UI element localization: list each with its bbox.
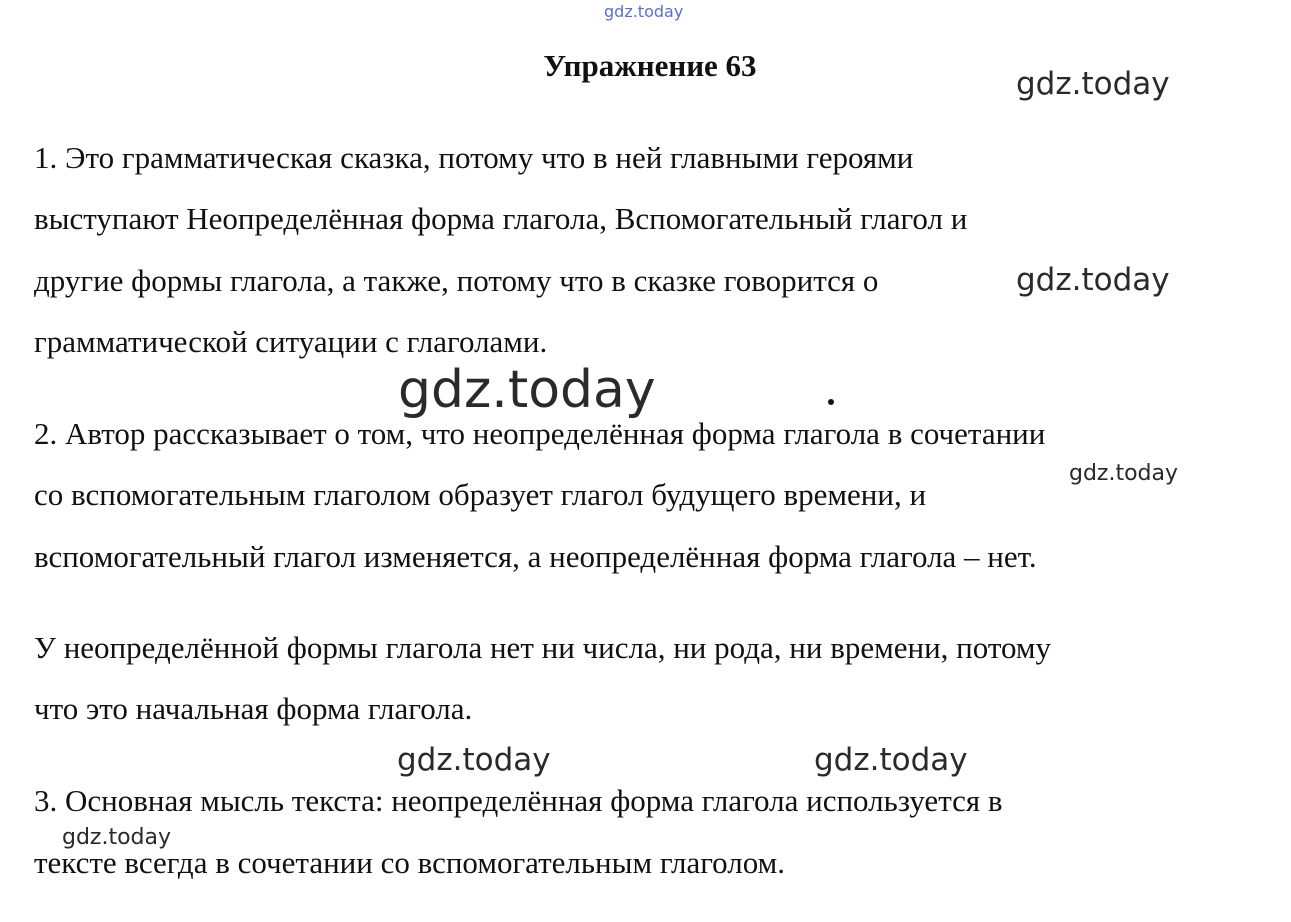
page-title: Упражнение 63 — [543, 48, 757, 83]
watermark-large: gdz.today — [398, 360, 656, 420]
paragraph-3-line-2: что это начальная форма глагола. — [34, 691, 473, 726]
watermark: gdz.today — [1016, 262, 1170, 298]
paragraph-2-line-3: вспомогательный глагол изменяется, а неопределённая форма глагола – нет. — [34, 539, 1037, 574]
stray-dot — [828, 399, 834, 405]
watermark: gdz.today — [814, 742, 968, 778]
paragraph-4-line-1: 3. Основная мысль текста: неопределённая форма глагола используется в — [34, 783, 1003, 818]
watermark: gdz.today — [1069, 461, 1179, 486]
paragraph-3-line-1: У неопределённой формы глагола нет ни числа, ни рода, ни времени, потому — [34, 630, 1052, 665]
watermark: gdz.today — [1016, 66, 1170, 102]
paragraph-1-line-2: выступают Неопределённая форма глагола, Вспомогательный глагол и — [34, 201, 968, 236]
watermark: gdz.today — [397, 742, 551, 778]
paragraph-2-line-2: со вспомогательным глаголом образует глагол будущего времени, и — [34, 477, 927, 512]
paragraph-1-line-4: грамматической ситуации с глаголами. — [34, 324, 548, 359]
paragraph-1-line-1: 1. Это грамматическая сказка, потому что в ней главными героями — [34, 140, 914, 175]
paragraph-2-line-1: 2. Автор рассказывает о том, что неопределённая форма глагола в сочетании — [34, 416, 1046, 451]
paragraph-4-line-2: тексте всегда в сочетании со вспомогательным глаголом. — [34, 845, 785, 880]
watermark: gdz.today — [62, 825, 172, 850]
paragraph-1-line-3: другие формы глагола, а также, потому что в сказке говорится о — [34, 263, 879, 298]
watermark-top: gdz.today — [604, 2, 684, 21]
